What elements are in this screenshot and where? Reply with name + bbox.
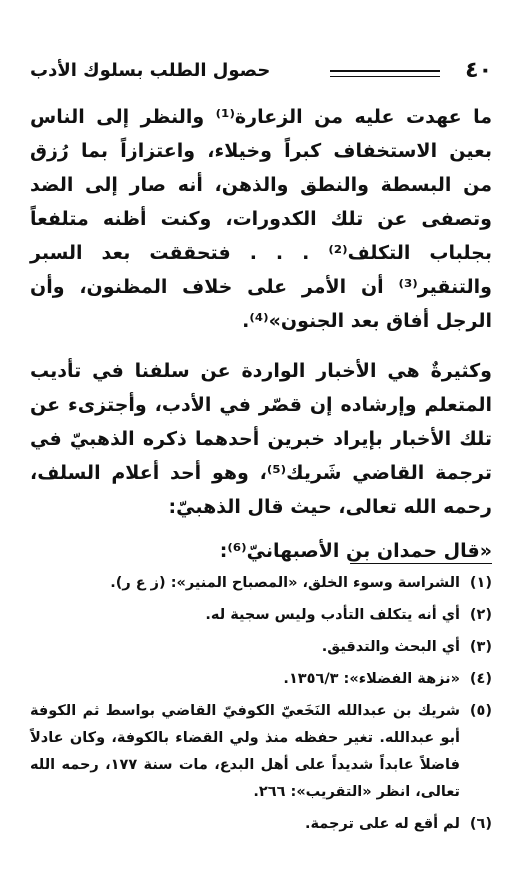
footnote-number: (٢) <box>469 607 492 623</box>
footnote <box>30 666 492 693</box>
footnotes <box>30 570 492 843</box>
footnote <box>30 570 492 597</box>
footnote-number: (٣) <box>469 639 492 655</box>
footnote <box>30 602 492 629</box>
footnote-text: أي البحث والتدقيق. <box>321 639 460 655</box>
footnote-text: شريك بن عبدالله النَخَعيّ الكوفيّ القاضي بواسط ثم الكوفة أبو عبدالله. تغير حفظه منذ ولي القضاء بالكوفة، وكان عادلاً فاضلاً عابداً شديداً على أهل البدع، مات سنة ١٧٧، رحمه الله تعالى، انظر «التقريب»: ٢٦٦. <box>30 703 460 800</box>
footnote <box>30 634 492 661</box>
footnote <box>30 811 492 838</box>
paragraph-1: ما عهدت عليه من الزعارة⁽¹⁾ والنظر إلى الناس بعين الاستخفاف كبراً وخيلاء، واعتزازاً بما رُزق من البسطة والنطق والذهن، أنه صار إلى الضد وتصفى عن تلك الكدورات، وكنت أظنه متلفعاً بجلباب التكلف⁽²⁾ . . . فتحققت بعد السبر والتنقير⁽³⁾ أن الأمر على خلاف المظنون، وأن الرجل أفاق بعد الجنون»⁽⁴⁾. <box>30 106 493 332</box>
footnote-number: (١) <box>469 575 492 591</box>
footnote-number: (٥) <box>469 703 492 719</box>
footnote <box>30 698 492 806</box>
page-number: ٤٠ <box>465 58 492 83</box>
header-rule <box>330 70 440 77</box>
running-title: حصول الطلب بسلوك الأدب <box>30 60 271 81</box>
footnote-text: «نزهة الفضلاء»: ١٣٥٦/٣. <box>283 671 460 687</box>
page-header <box>30 56 492 86</box>
footnote-text: الشراسة وسوء الخلق، «المصباح المنير»: (ز ع ر). <box>110 575 460 591</box>
footnote-separator <box>350 563 492 564</box>
main-text <box>30 100 492 568</box>
quote-intro: «قال حمدان بن الأصبهانيّ⁽⁶⁾: <box>219 540 492 562</box>
footnote-number: (٤) <box>469 671 492 687</box>
paragraph-2: وكثيرةٌ هي الأخبار الواردة عن سلفنا في تأديب المتعلم وإرشاده إن قصّر في الأدب، وأجتزىء عن تلك الأخبار بإيراد خبرين أحدهما ذكره الذهبيّ في ترجمة القاضي شَريك⁽⁵⁾، وهو أحد أعلام السلف، رحمه الله تعالى، حيث قال الذهبيّ: <box>30 360 492 518</box>
footnote-number: (٦) <box>469 816 492 832</box>
footnote-text: أي أنه يتكلف التأدب وليس سجية له. <box>205 607 460 623</box>
footnote-text: لم أقع له على ترجمة. <box>304 816 460 832</box>
